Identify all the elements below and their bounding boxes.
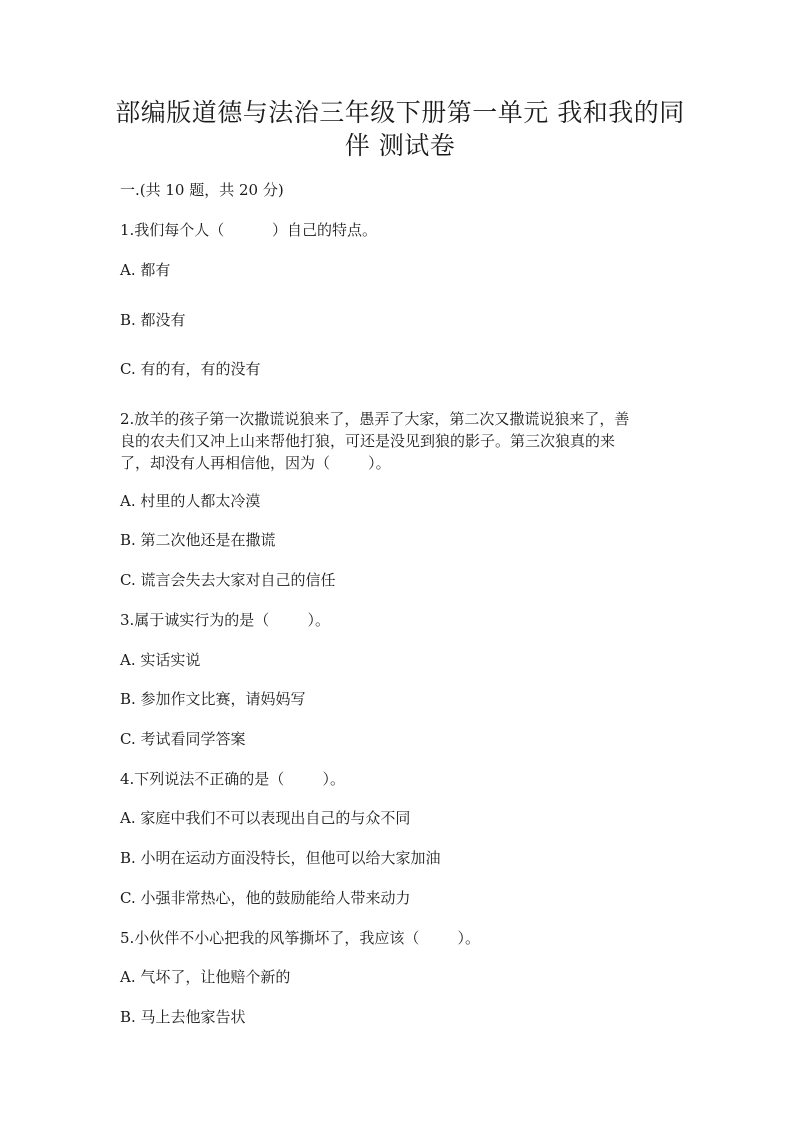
question-2-stem-line-1: 2.放羊的孩子第一次撒谎说狼来了，愚弄了大家，第二次又撒谎说狼来了，善 — [120, 410, 630, 428]
question-3-option-b: B. 参加作文比赛，请妈妈写 — [120, 690, 306, 708]
question-4-option-c: C. 小强非常热心，他的鼓励能给人带来动力 — [120, 889, 411, 907]
question-1-option-a: A. 都有 — [120, 261, 171, 279]
question-2-stem-line-3: 了，却没有人再相信他，因为（ ）。 — [120, 454, 391, 472]
question-5-option-b: B. 马上去他家告状 — [120, 1008, 246, 1026]
question-5-option-a: A. 气坏了，让他赔个新的 — [120, 968, 291, 986]
question-1-option-b: B. 都没有 — [120, 311, 186, 329]
question-3-stem: 3.属于诚实行为的是（ ）。 — [120, 611, 330, 629]
section-header: 一.(共 10 题，共 20 分) — [120, 181, 284, 199]
page-title — [110, 96, 690, 162]
question-4-option-b: B. 小明在运动方面没特长，但他可以给大家加油 — [120, 849, 441, 867]
question-1-stem: 1.我们每个人（ ）自己的特点。 — [120, 221, 377, 239]
question-3-option-a: A. 实话实说 — [120, 651, 201, 669]
question-2-option-b: B. 第二次他还是在撒谎 — [120, 531, 276, 549]
question-4-stem: 4.下列说法不正确的是（ ）。 — [120, 770, 345, 788]
question-2-option-a: A. 村里的人都太冷漠 — [120, 492, 261, 510]
question-1-option-c: C. 有的有，有的没有 — [120, 360, 261, 378]
question-3-option-c: C. 考试看同学答案 — [120, 730, 246, 748]
question-2-option-c: C. 谎言会失去大家对自己的信任 — [120, 571, 336, 589]
question-5-stem: 5.小伙伴不小心把我的风筝撕坏了，我应该（ ）。 — [120, 929, 480, 947]
title-line-1: 部编版道德与法治三年级下册第一单元 我和我的同 — [115, 98, 685, 127]
question-2-stem-line-2: 良的农夫们又冲上山来帮他打狼，可还是没见到狼的影子。第三次狼真的来 — [120, 432, 616, 450]
question-4-option-a: A. 家庭中我们不可以表现出自己的与众不同 — [120, 809, 411, 827]
title-line-2: 伴 测试卷 — [344, 131, 456, 160]
